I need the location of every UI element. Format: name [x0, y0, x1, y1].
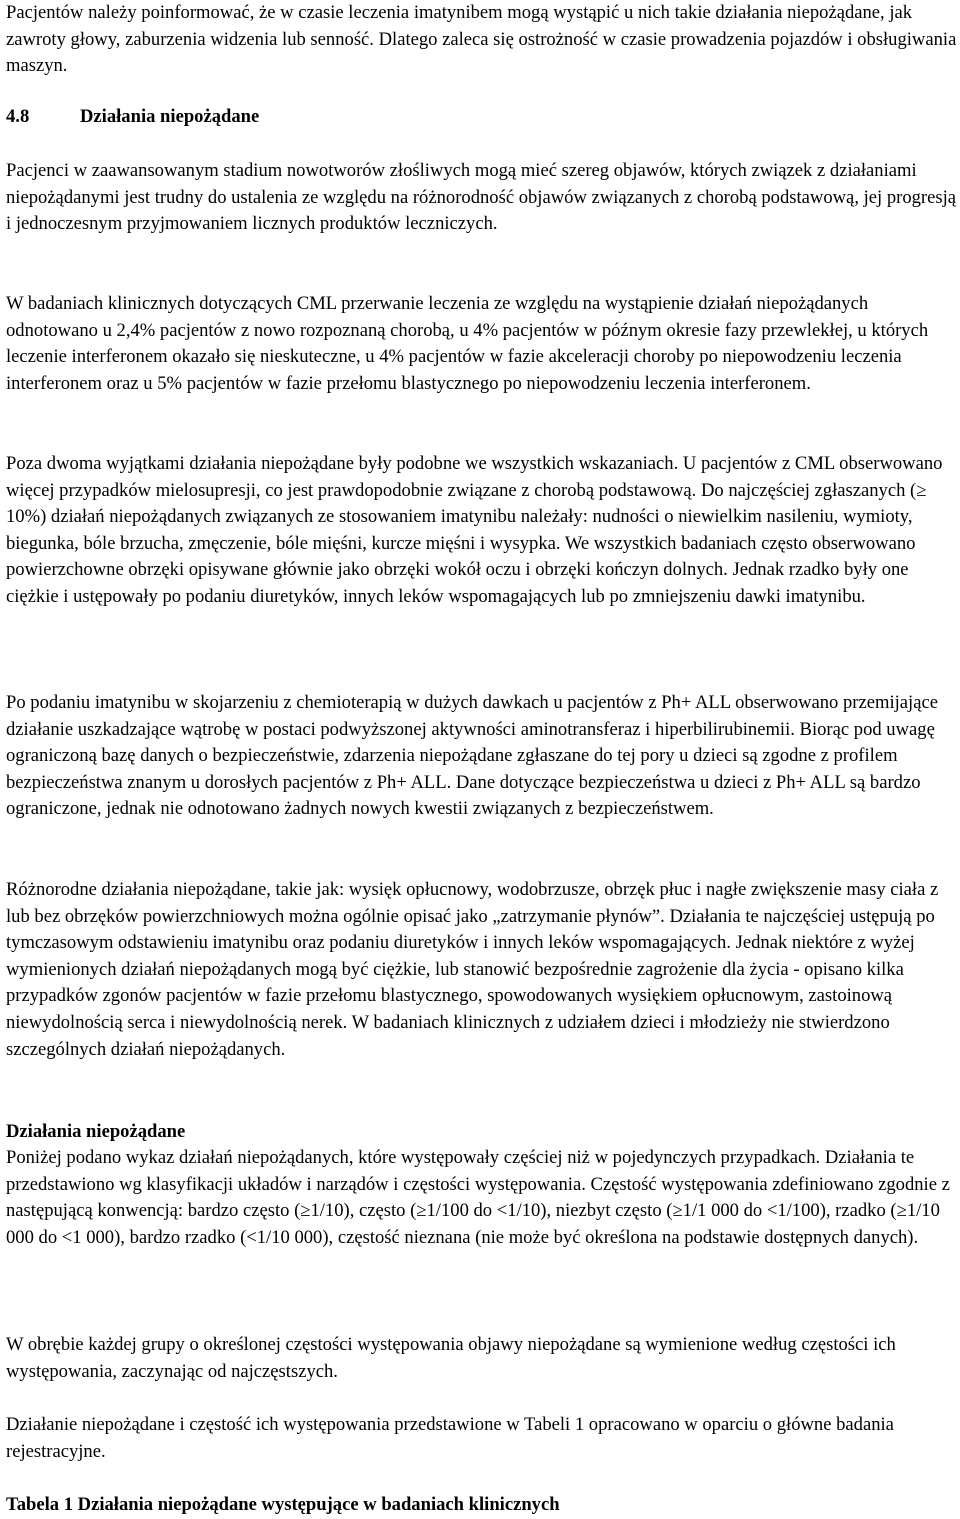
paragraph-fluid-retention: Różnorodne działania niepożądane, takie jak: wysięk opłucnowy, wodobrzusze, obrzęk płuc i nagłe zwiększenie masy ciała z lub bez obrzęków powierzchniowych można ogólnie opisać jako „zatrzymanie płynów”. Działania te najczęściej ustępują po tymczasowym odstawieniu imatynibu oraz podaniu diuretyków i innych leków wspomagających. Jednak niektóre z wyżej wymienionych działań niepożądanych mogą być ciężkie, lub stanowić bezpośrednie zagrożenie dla życia - opisano kilka przypadków zgonów pacjentów w fazie przełomu blastycznego, spowodowanych wysiękiem opłucnowym, zastoinową niewydolnością serca i niewydolnością nerek. W badaniach klinicznych z udziałem dzieci i młodzieży nie stwierdzono szczególnych działań niepożądanych.	[6, 879, 939, 1060]
paragraph-frequency-order: W obrębie każdej grupy o określonej częstości występowania objawy niepożądane są wymienione według częstości ich występowania, zaczynając od najczęstszych.	[6, 1334, 896, 1382]
section-number: 4.8	[6, 106, 30, 127]
intro-paragraph: Pacjentów należy poinformować, że w czasie leczenia imatynibem mogą wystąpić u nich takie działania niepożądane, jak zawroty głowy, zaburzenia widzenia lub senność. Dlatego zaleca się ostrożność w czasie prowadzenia pojazdów i obsługiwania maszyn.	[6, 2, 957, 77]
paragraph-cml-discontinuation: W badaniach klinicznych dotyczących CML przerwanie leczenia ze względu na wystąpienie działań niepożądanych odnotowano u 2,4% pacjentów z nowo rozpoznaną chorobą, u 4% pacjentów w późnym okresie fazy przewlekłej, u których leczenie interferonem okazało się nieskuteczne, u 4% pacjentów w fazie akceleracji choroby po niepowodzeniu leczenia interferonem oraz u 5% pacjentów w fazie przełomu blastycznego po niepowodzeniu leczenia interferonem.	[6, 293, 929, 394]
paragraph-advanced-cancer: Pacjenci w zaawansowanym stadium nowotworów złośliwych mogą mieć szereg objawów, których związek z działaniami niepożądanymi jest trudny do ustalenia ze względu na różnorodność objawów związanych z chorobą podstawową, jej progresją i jednoczesnym przyjmowaniem licznych produktów leczniczych.	[6, 160, 957, 235]
section-title: Działania niepożądane	[80, 106, 260, 127]
paragraph-ph-all: Po podaniu imatynibu w skojarzeniu z chemioterapią w dużych dawkach u pacjentów z Ph+ ALL obserwowano przemijające działanie uszkadzające wątrobę w postaci podwyższonej aktywności aminotransferaz i hiperbilirubinemii. Biorąc pod uwagę ograniczoną bazę danych o bezpieczeństwie, zdarzenia niepożądane zgłaszane do tej pory u dzieci są zgodne z profilem bezpieczeństwa znanym u dorosłych pacjentów z Ph+ ALL. Dane dotyczące bezpieczeństwa u dzieci z Ph+ ALL są bardzo ograniczone, jednak nie odnotowano żadnych nowych kwestii związanych z bezpieczeństwem.	[6, 692, 938, 820]
paragraph-frequency-convention: Poniżej podano wykaz działań niepożądanych, które występowały częściej niż w pojedynczych przypadkach. Działania te przedstawiono wg klasyfikacji układów i narządów i częstości występowania. Częstość występowania zdefiniowano zgodnie z następującą konwencją: bardzo często (≥1/10), często (≥1/100 do <1/10), niezbyt często (≥1/1 000 do <1/100), rzadko (≥1/10 000 do <1 000), bardzo rzadko (<1/10 000), częstość nieznana (nie może być określona na podstawie dostępnych danych).	[6, 1147, 950, 1248]
table-title: Tabela 1 Działania niepożądane występujące w badaniach klinicznych	[6, 1494, 560, 1515]
paragraph-table-reference: Działanie niepożądane i częstość ich występowania przedstawione w Tabeli 1 opracowano w oparciu o główne badania rejestracyjne.	[6, 1414, 894, 1462]
section-heading	[6, 104, 960, 131]
subheading-adverse-reactions: Działania niepożądane	[6, 1121, 186, 1142]
paragraph-common-adverse-events: Poza dwoma wyjątkami działania niepożądane były podobne we wszystkich wskazaniach. U pacjentów z CML obserwowano więcej przypadków mielosupresji, co jest prawdopodobnie związane z chorobą podstawową. Do najczęściej zgłaszanych (≥ 10%) działań niepożądanych związanych ze stosowaniem imatynibu należały: nudności o niewielkim nasileniu, wymioty, biegunka, bóle brzucha, zmęczenie, bóle mięśni, kurcze mięśni i wysypka. We wszystkich badaniach często obserwowano powierzchowne obrzęki opisywane głównie jako obrzęki wokół oczu i obrzęki kończyn dolnych. Jednak rzadko były one ciężkie i ustępowały po podaniu diuretyków, innych leków wspomagających lub po zmniejszeniu dawki imatynibu.	[6, 453, 943, 607]
